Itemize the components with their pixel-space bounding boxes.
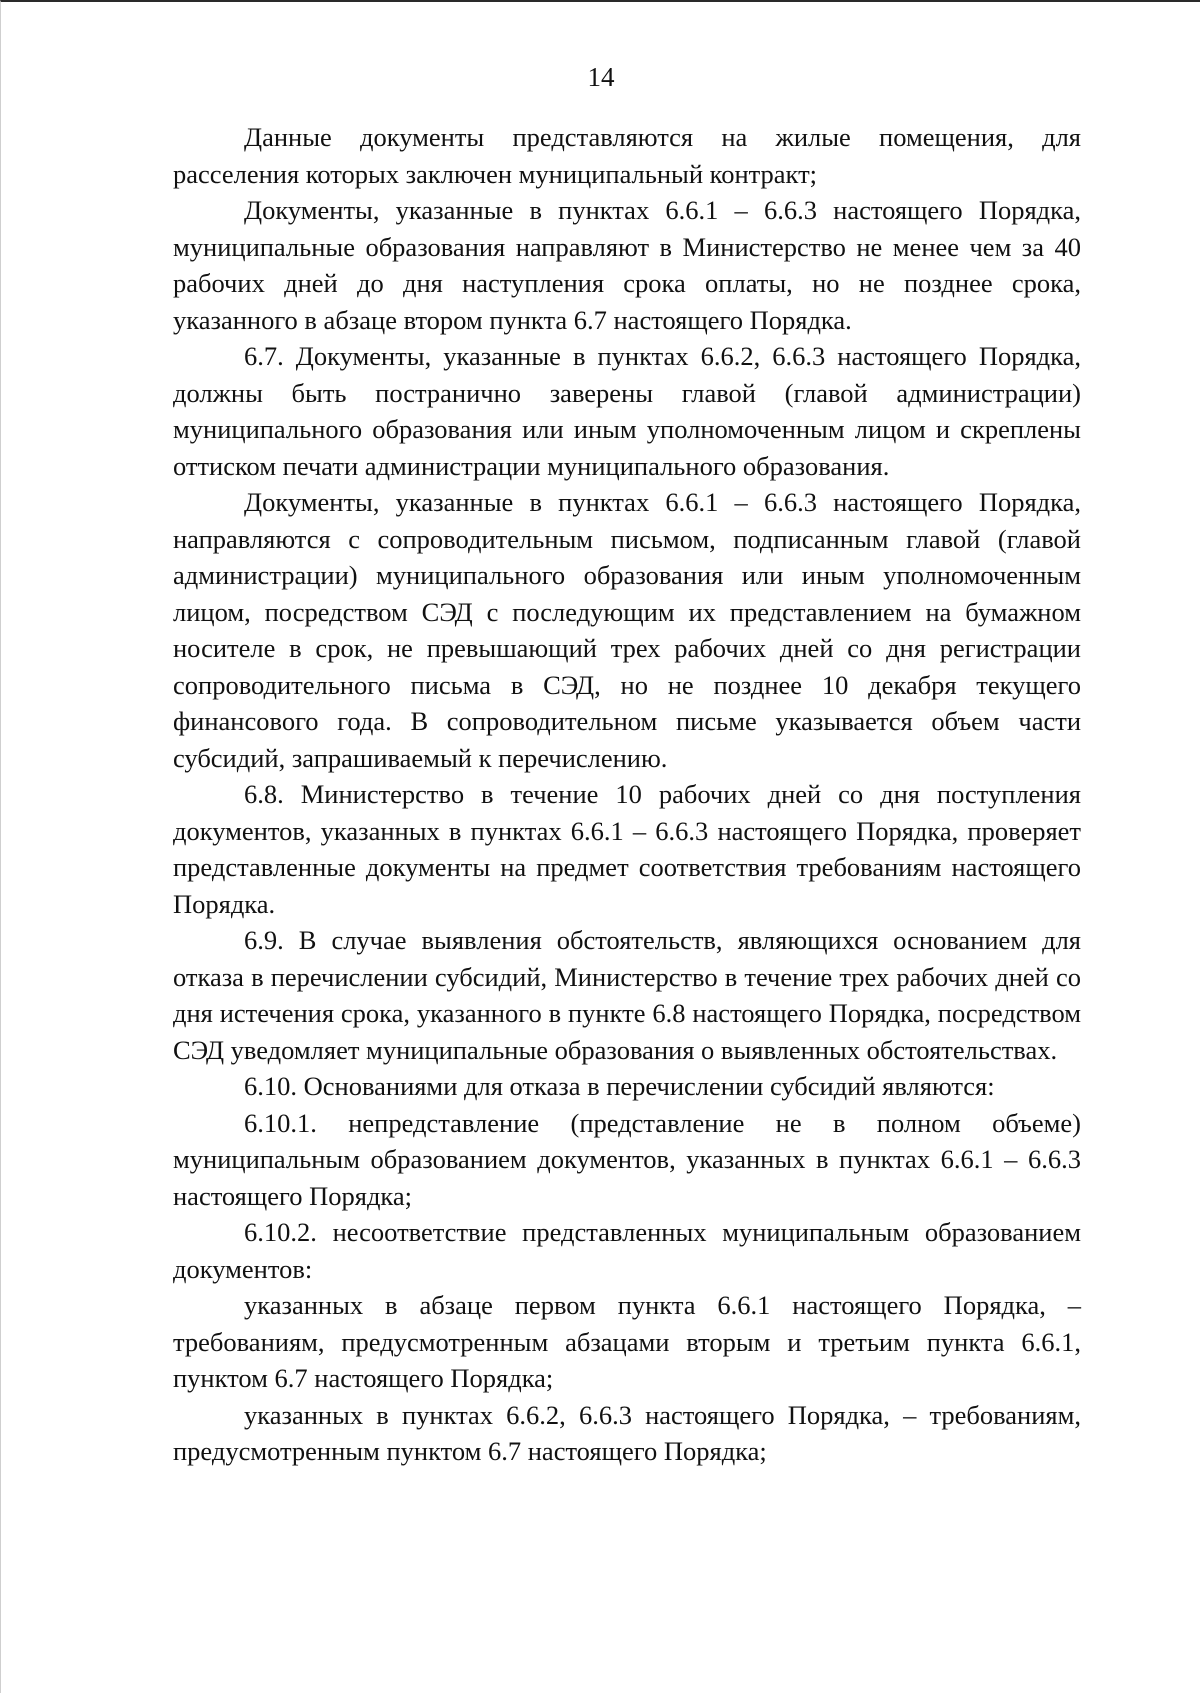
paragraph-dwelling-contract: Данные документы представляются на жилые помещения, для расселения которых заключен муниципальный контракт; <box>173 122 1081 189</box>
paragraph-cover-letter: Документы, указанные в пунктах 6.6.1 – 6.6.3 настоящего Порядка, направляются с сопроводительным письмом, подписанным главой (главой администрации) муниципального образования или иным уполномоченным лицом, посредством СЭД с последующим их представлением на бумажном носителе в срок, не превышающий трех рабочих дней со дня регистрации сопроводительного письма в СЭД, но не позднее 10 декабря текущего финансового года. В сопроводительном письме указывается объем части субсидий, запрашиваемый к перечислению. <box>173 487 1081 773</box>
paragraph-points-requirements: указанных в пунктах 6.6.2, 6.6.3 настоящего Порядка, – требованиям, предусмотренным пунктом 6.7 настоящего Порядка; <box>173 1399 1081 1466</box>
paragraph-6-7: 6.7. Документы, указанные в пунктах 6.6.2, 6.6.3 настоящего Порядка, должны быть постранично заверены главой (главой администрации) муниципального образования или иным уполномоченным лицом и скреплены оттиском печати администрации муниципального образования. <box>173 341 1081 481</box>
paragraph-6-9: 6.9. В случае выявления обстоятельств, являющихся основанием для отказа в перечислении субсидий, Министерство в течение трех рабочих дней со дня истечения срока, указанного в пункте 6.8 настоящего Порядка, посредством СЭД уведомляет муниципальные образования о выявленных обстоятельствах. <box>173 925 1081 1065</box>
paragraph-6-10-1: 6.10.1. непредставление (представление не в полном объеме) муниципальным образованием документов, указанных в пунктах 6.6.1 – 6.6.3 настоящего Порядка; <box>173 1107 1081 1211</box>
page-number: 14 <box>587 62 615 92</box>
paragraph-6-10-2: 6.10.2. несоответствие представленных муниципальным образованием документов: <box>173 1217 1081 1284</box>
paragraph-documents-deadline: Документы, указанные в пунктах 6.6.1 – 6.6.3 настоящего Порядка, муниципальные образования направляют в Министерство не менее чем за 40 рабочих дней до дня наступления срока оплаты, но не позднее срока, указанного в абзаце втором пункта 6.7 настоящего Порядка. <box>173 195 1081 335</box>
paragraph-first-abzac-requirements: указанных в абзаце первом пункта 6.6.1 настоящего Порядка, – требованиям, предусмотренным абзацами вторым и третьим пункта 6.6.1, пунктом 6.7 настоящего Порядка; <box>173 1290 1081 1393</box>
document-body <box>173 119 1081 1470</box>
paragraph-6-10: 6.10. Основаниями для отказа в перечислении субсидий являются: <box>244 1071 995 1101</box>
paragraph-6-8: 6.8. Министерство в течение 10 рабочих дней со дня поступления документов, указанных в пунктах 6.6.1 – 6.6.3 настоящего Порядка, проверяет представленные документы на предмет соответствия требованиям настоящего Порядка. <box>173 779 1081 919</box>
